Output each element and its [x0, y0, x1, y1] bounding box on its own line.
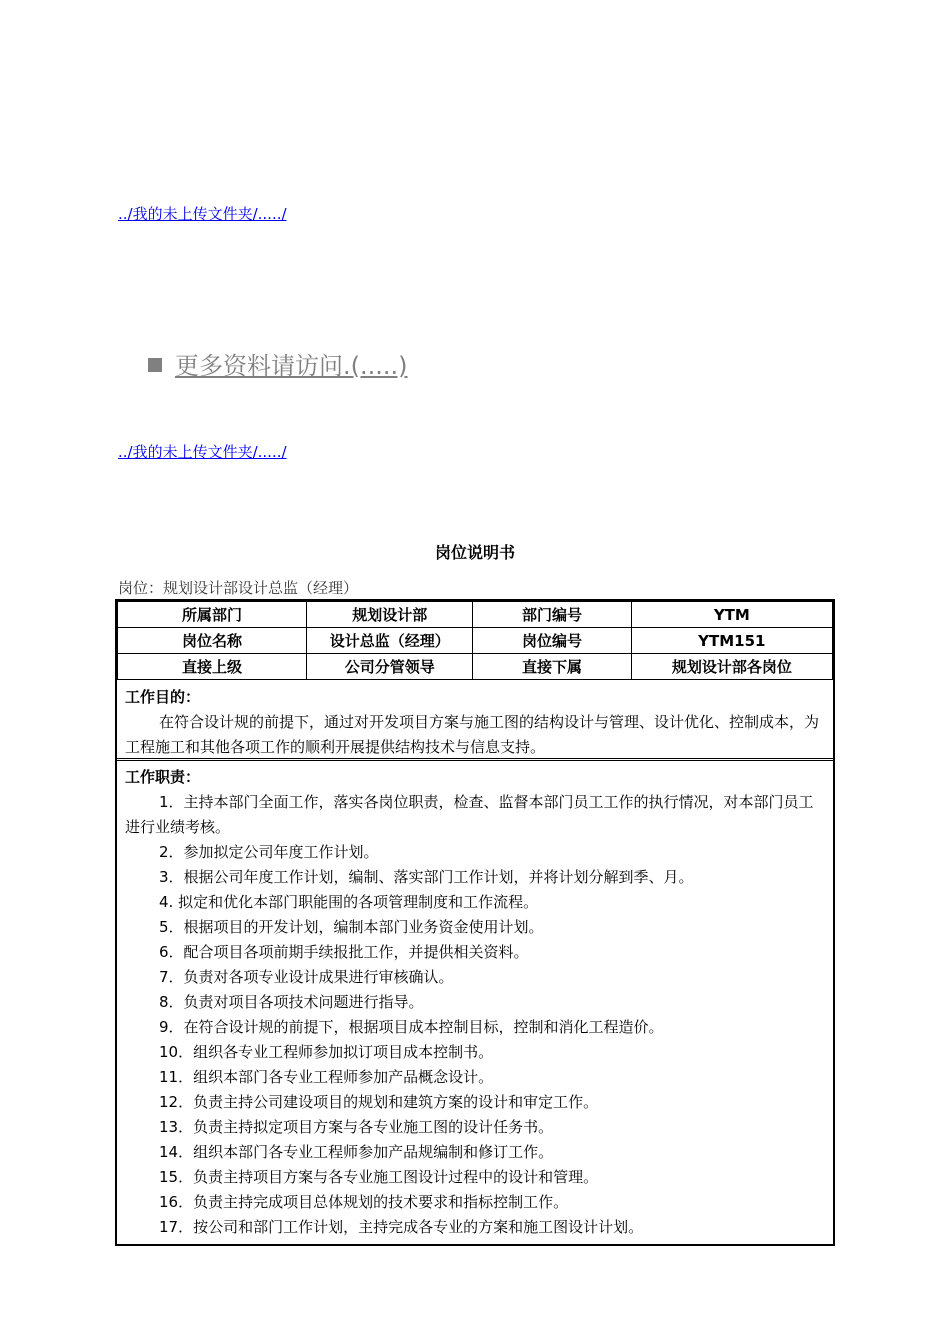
post-line: 岗位：规划设计部设计总监（经理） [118, 579, 359, 597]
purpose-heading: 工作目的： [125, 688, 201, 706]
info-table [117, 601, 833, 680]
duty-item: 12．负责主持公司建设项目的规划和建筑方案的设计和审定工作。 [159, 1093, 599, 1111]
duty-item: 14．组织本部门各专业工程师参加产品规编制和修订工作。 [159, 1143, 554, 1161]
more-info-line [148, 346, 408, 381]
duty-item: 13．负责主持拟定项目方案与各专业施工图的设计任务书。 [159, 1118, 554, 1136]
table-row [118, 628, 833, 654]
document-title: 岗位说明书 [434, 543, 515, 562]
duties-heading: 工作职责： [125, 768, 201, 786]
duty-item: 8．负责对项目各项技术问题进行指导。 [159, 993, 424, 1011]
duty-item: 15．负责主持项目方案与各专业施工图设计过程中的设计和管理。 [159, 1168, 599, 1186]
duty-item: 6．配合项目各项前期手续报批工作，并提供相关资料。 [159, 943, 529, 961]
folder-link[interactable]: ../我的未上传文件夹/...../ [118, 205, 287, 223]
table-cell: YTM151 [631, 628, 832, 654]
duty-item: 16．负责主持完成项目总体规划的技术要求和指标控制工作。 [159, 1193, 569, 1211]
duty-item: 4. 拟定和优化本部门职能围的各项管理制度和工作流程。 [159, 893, 539, 911]
table-cell: 部门编号 [473, 602, 631, 628]
folder-link[interactable]: ../我的未上传文件夹/...../ [118, 443, 287, 461]
table-row [118, 602, 833, 628]
duties-section [117, 765, 833, 1240]
table-cell: YTM [631, 602, 832, 628]
table-cell: 直接下属 [473, 654, 631, 680]
table-cell: 岗位名称 [118, 628, 307, 654]
purpose-section [117, 685, 833, 761]
table-cell: 规划设计部各岗位 [631, 654, 832, 680]
table-cell: 规划设计部 [307, 602, 473, 628]
duty-item: 11．组织本部门各专业工程师参加产品概念设计。 [159, 1068, 494, 1086]
duty-item: 3．根据公司年度工作计划，编制、落实部门工作计划，并将计划分解到季、月。 [159, 868, 694, 886]
duty-item: 2．参加拟定公司年度工作计划。 [159, 843, 379, 861]
more-info-link[interactable]: 更多资料请访问.(.....) [175, 352, 408, 380]
table-cell: 设计总监（经理） [307, 628, 473, 654]
table-cell: 所属部门 [118, 602, 307, 628]
square-bullet-icon [148, 358, 162, 372]
duty-item: 7．负责对各项专业设计成果进行审核确认。 [159, 968, 454, 986]
table-cell: 公司分管领导 [307, 654, 473, 680]
table-cell: 岗位编号 [473, 628, 631, 654]
duty-item: 1．主持本部门全面工作，落实各岗位职责，检查、监督本部门员工工作的执行情况，对本部门员工进行业绩考核。 [125, 793, 814, 836]
duty-item: 9．在符合设计规的前提下，根据项目成本控制目标，控制和消化工程造价。 [159, 1018, 664, 1036]
job-description-table [115, 599, 835, 1246]
table-row [118, 654, 833, 680]
purpose-text: 在符合设计规的前提下，通过对开发项目方案与施工图的结构设计与管理、设计优化、控制成本，为工程施工和其他各项工作的顺利开展提供结构技术与信息支持。 [125, 713, 820, 756]
duty-item: 17．按公司和部门工作计划，主持完成各专业的方案和施工图设计计划。 [159, 1218, 644, 1236]
table-cell: 直接上级 [118, 654, 307, 680]
duty-item: 5．根据项目的开发计划，编制本部门业务资金使用计划。 [159, 918, 544, 936]
duty-item: 10．组织各专业工程师参加拟订项目成本控制书。 [159, 1043, 494, 1061]
